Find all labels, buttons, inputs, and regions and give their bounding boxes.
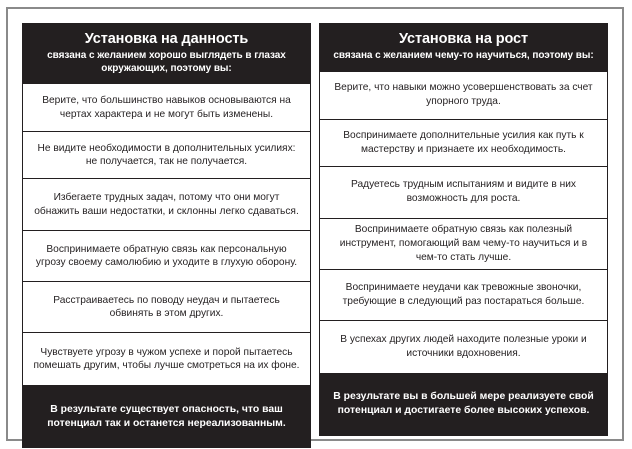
cell-text: Верите, что большинство навыков основываются на чертах характера и не могут быть изменены. bbox=[42, 95, 291, 120]
cell-text: Воспринимаете обратную связь как полезный инструмент, помогающий вам чему-то научиться и в чем-то стать лучше. bbox=[339, 224, 588, 263]
column-footer-text: В результате вы в большей мере реализуете свой потенциал и достигаете более высоких успехов. bbox=[333, 391, 594, 417]
column-rows-fixed-mindset bbox=[22, 84, 311, 386]
infographic-frame bbox=[6, 7, 624, 441]
column-footer-text: В результате существует опасность, что ваш потенциал так и останется нереализованным. bbox=[47, 403, 286, 429]
table-row bbox=[23, 84, 310, 132]
column-subtitle-fixed-mindset: связана с желанием хорошо выглядеть в глазах окружающих, поэтому вы: bbox=[47, 50, 286, 74]
table-row bbox=[23, 282, 310, 333]
cell-text: Радуетесь трудным испытаниям и видите в них возможность для роста. bbox=[351, 179, 576, 205]
column-footer-fixed-mindset bbox=[22, 386, 311, 448]
column-header-fixed-mindset bbox=[22, 23, 311, 84]
table-row bbox=[320, 219, 607, 270]
table-row bbox=[320, 120, 607, 167]
table-row bbox=[23, 179, 310, 231]
table-row bbox=[320, 72, 607, 120]
comparison-table bbox=[8, 9, 622, 439]
cell-text: Воспринимаете неудачи как тревожные звоночки, требующие в следующий раз постараться больше. bbox=[342, 281, 585, 307]
cell-text: Избегаете трудных задач, потому что они могут обнажить ваши недостатки, и склонны легко сдаваться. bbox=[34, 192, 299, 217]
cell-text: Чувствуете угрозу в чужом успехе и порой пытаетесь помешать другим, чтобы лучше смотреться на их фоне. bbox=[33, 346, 300, 372]
cell-text: Верите, что навыки можно усовершенствовать за счет упорного труда. bbox=[334, 82, 593, 108]
column-rows-growth-mindset bbox=[319, 72, 608, 374]
cell-text: В успехах других людей находите полезные уроки и источники вдохновения. bbox=[340, 333, 587, 359]
table-row bbox=[23, 333, 310, 385]
table-row bbox=[320, 167, 607, 219]
cell-text: Воспринимаете дополнительные усилия как путь к мастерству и признаете их необходимость. bbox=[343, 129, 584, 155]
column-header-growth-mindset bbox=[319, 23, 608, 72]
table-row bbox=[23, 231, 310, 282]
table-row bbox=[320, 270, 607, 321]
column-footer-growth-mindset bbox=[319, 374, 608, 436]
cell-text: Расстраиваетесь по поводу неудач и пытаетесь обвинять в этом других. bbox=[53, 294, 280, 320]
cell-text: Не видите необходимости в дополнительных усилиях: не получается, так не получается. bbox=[37, 142, 296, 168]
cell-text: Воспринимаете обратную связь как персональную угрозу своему самолюбию и уходите в глухую оборону. bbox=[35, 243, 298, 269]
column-subtitle-growth-mindset: связана с желанием чему-то научиться, поэтому вы: bbox=[333, 50, 594, 62]
table-row bbox=[23, 132, 310, 179]
column-title-fixed-mindset: Установка на данность bbox=[84, 31, 249, 47]
column-title-growth-mindset: Установка на рост bbox=[398, 31, 529, 47]
table-row bbox=[320, 321, 607, 373]
column-growth-mindset bbox=[319, 23, 608, 425]
column-fixed-mindset bbox=[22, 23, 311, 429]
